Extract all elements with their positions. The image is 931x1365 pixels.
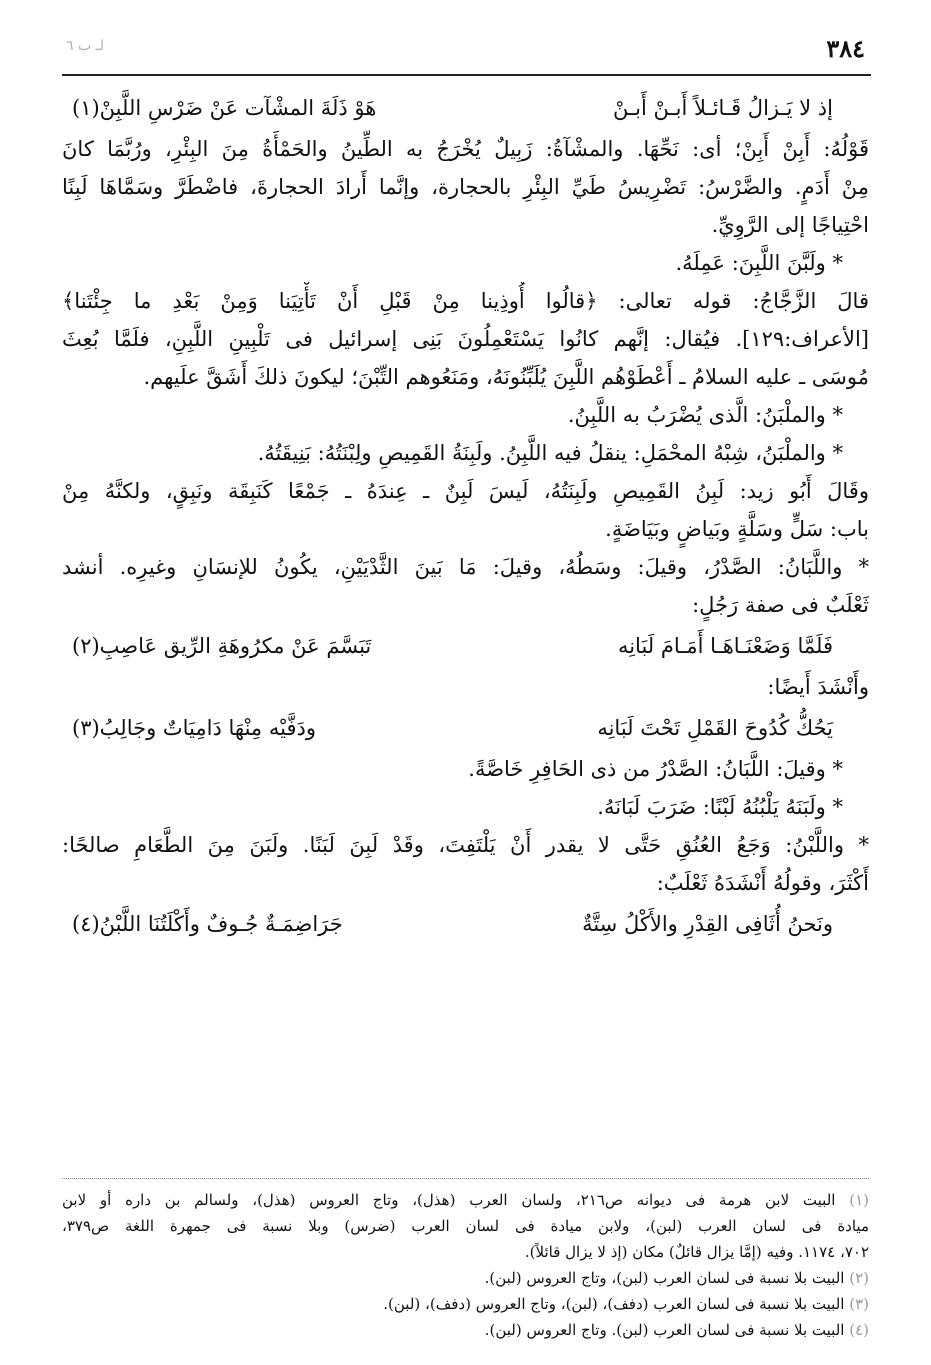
footnote-line <box>62 1317 869 1343</box>
footnote-line <box>62 1265 869 1291</box>
footnote-text: البيت لابن هرمة فى ديوانه ص٢١٦، ولسان العرب (هذل)، وتاج العروس (هذل)، ولسالم بن داره أو لابن <box>62 1191 836 1209</box>
text-line: احْتِياجًا إلى الرَّوِيِّ. <box>711 213 869 237</box>
page-header <box>62 34 871 76</box>
verse-second-hemistich: تَبَسَّمَ عَنْ مكرُوهَةِ الرِّيق عَاصِبِ(٢) <box>72 634 372 658</box>
text-line: [الأعراف:١٢٩]. فيُقال: إنَّهم كانُوا يَسْتَعْمِلُونَ بَنِى إسرائيل فى تَلْبِينِ اللَّبِنِ، فلَمَّا بُعِثَ <box>62 327 869 351</box>
text-line: * وقيلَ: اللَّبَانُ: الصَّدْرُ من ذى الحَافِرِ خَاصَّةً. <box>468 757 843 781</box>
verse-second-hemistich: ودَفَّيْه مِنْهَا دَامِيَاتٌ وجَالِبُ(٣) <box>72 716 316 740</box>
text-line: * والملْبَنُ: الَّذى يُضْرَبُ به اللَّبِنُ. <box>567 403 843 427</box>
footnotes <box>62 1178 869 1343</box>
verse-second-hemistich: جَرَاضِمَـةٌ جُـوفٌ وأَكْلَتُنَا اللَّبْنُ(٤) <box>72 912 343 936</box>
header-mark: لـ ب ٦ <box>66 38 104 54</box>
verse-first-hemistich: يَحُكُّ كُدُوحَ القَمْلِ تَحْتَ لَبَانِه <box>597 716 833 740</box>
footnote-line <box>62 1239 869 1265</box>
text-line: باب: سَلٍّ وسَلَّةٍ وبَياضٍ وبَيَاضَةٍ. <box>605 517 869 541</box>
verse-first-hemistich: إذ لا يَـزالُ قَـائـلاً أَبـنْ أَبـنْ <box>613 96 833 120</box>
footnote-text: ٧٠٢، ١١٧٤. وفيه (إمَّا يزال قائلٌ) مكان (إذ لا يزال قائلاً). <box>524 1243 869 1261</box>
text-line: * واللَّبْنُ: وَجَعُ العُنُقِ حَتَّى لا يقدر أَنْ يَلْتَفِتَ، وقَدْ لَبِنَ لَبَنًا. ولَبَنَ مِنَ الطَّعَامِ صالحًا: <box>62 833 869 857</box>
text-line: وقَالَ أَبُو زيد: لَبِنُ القَمِيصِ ولَبِنَتُهُ، لَيسَ لَبِنٌ ـ عِندَهُ ـ جَمْعًا كَنَبِقَة ونَبِقٍ، ولكنَّهُ مِنْ <box>62 479 869 503</box>
footnote-text: ميادة فى لسان العرب (لبن)، ولابن ميادة فى لسان العرب (ضرس) وبلا نسبة فى جمهرة اللغة ص٣٧٩، <box>62 1217 869 1235</box>
footnote-number: (٢) <box>849 1269 869 1287</box>
text-line: * والملْبَنُ، شِبْهُ المحْمَلِ: ينقلُ فيه اللَّبِنُ. ولَبِنَةُ القَمِيصِ ولِبْنَتُهُ: بَنِيقَتُهُ. <box>257 441 843 465</box>
verse-line <box>62 902 869 946</box>
footnote-number: (٤) <box>849 1321 869 1339</box>
text-line: قالَ الزَّجَّاجُ: قوله تعالى: ﴿قالُوا أُوذِينا مِنْ قَبْلِ أَنْ تَأْتِيَنا وَمِنْ بَعْدِ ما جِئْتَنا﴾ <box>62 289 869 313</box>
footnote-text: البيت بلا نسبة فى لسان العرب (دفف)، (لبن)، وتاج العروس (دفف)، (لبن). <box>383 1295 845 1313</box>
text-line: * ولَبَنَهُ يَلْبُنُهُ لَبْنًا: ضَرَبَ لَبَانَهُ. <box>597 795 843 819</box>
verse-line <box>62 86 869 130</box>
text-line: أَكْثَرَ، وقولُهُ أَنْشَدَهُ ثَعْلَبٌ: <box>656 871 869 895</box>
text-line: * ولَبَّنَ اللَّبِنَ: عَمِلَهُ. <box>675 251 843 275</box>
verse-first-hemistich: فَلَمَّا وَضَعْنَـاهَـا أَمَـامَ لَبَانِه <box>617 634 833 658</box>
main-text <box>62 86 869 946</box>
footnote-line <box>62 1187 869 1213</box>
text-line: قَوْلُهُ: أَبِنْ أَبِنْ؛ أى: نَحِّهَا. والمشْآةُ: زَبِيلٌ يُخْرَجُ به الطِّينُ والحَمْأَةُ مِنَ البِئْرِ، ورُبَّمَا كانَ <box>62 137 869 161</box>
footnote-text: البيت بلا نسبة فى لسان العرب (لبن)، وتاج العروس (لبن). <box>484 1269 845 1287</box>
footnote-number: (٣) <box>849 1295 869 1313</box>
text-line: مُوسَى ـ عليه السلامُ ـ أَعْطَوْهُم اللَّبِنَ يُلَبِّنُونَهُ، ومَنَعُوهم التِّبْنَ؛ ليكونَ ذلكَ أَشَقَّ علَيهم. <box>143 365 869 389</box>
text-line: ثَعْلَبٌ فى صفة رَجُلٍ: <box>692 593 869 617</box>
verse-line <box>62 624 869 668</box>
page-number: ٣٨٤ <box>826 34 865 63</box>
text-line: * واللَّبَانُ: الصَّدْرُ، وقيلَ: وسَطُهُ، وقيلَ: مَا بَينَ الثَّدْيَيْنِ، يكُونُ للإنسَانِ وغيرِه. أنشد <box>62 555 869 579</box>
footnote-text: البيت بلا نسبة فى لسان العرب (لبن). وتاج العروس (لبن). <box>484 1321 845 1339</box>
text-line: وأَنْشَدَ أَيضًا: <box>767 675 869 699</box>
footnote-line <box>62 1291 869 1317</box>
footnote-number: (١) <box>849 1191 869 1209</box>
text-line: مِنْ أَدَمٍ. والضَّرْسُ: تَضْرِيسُ طَيِّ البِئْرِ بالحجارة، وإنَّما أَرادَ الحجارةَ، فاضْطَرَّ وسَمَّاهَا لَبِنًا <box>62 175 869 199</box>
verse-first-hemistich: ونَحنُ أُثَافِى القِدْرِ والأَكْلُ سِتَّةٌ <box>582 912 833 936</box>
verse-second-hemistich: هَوْ ذَلَةَ المشْآت عَنْ ضَرْسِ اللَّبِنْ(١) <box>72 96 377 120</box>
verse-line <box>62 706 869 750</box>
footnote-line <box>62 1213 869 1239</box>
